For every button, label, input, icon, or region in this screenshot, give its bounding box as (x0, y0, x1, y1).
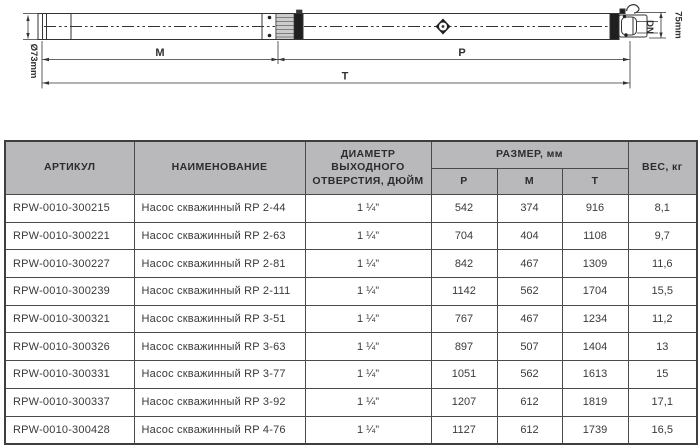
cell-p: 1051 (431, 361, 497, 389)
cell-outlet-diameter: 1 ¼” (305, 195, 431, 223)
cell-article: RPW-0010-300428 (5, 416, 134, 444)
cell-name: Насос скважинный RP 3-63 (134, 333, 305, 361)
cell-t: 1819 (562, 388, 628, 416)
label-outlet-dn: DN (644, 20, 655, 34)
cell-outlet-diameter: 1 ¼” (305, 388, 431, 416)
table-body (5, 195, 697, 445)
pump-spec-table (4, 140, 698, 445)
cell-name: Насос скважинный RP 3-51 (134, 305, 305, 333)
label-dim-t: T (341, 70, 349, 83)
cell-t: 1234 (562, 305, 628, 333)
cell-t: 1404 (562, 333, 628, 361)
cell-t: 1309 (562, 250, 628, 278)
cable-clip (297, 10, 303, 14)
label-dim-p: P (458, 47, 466, 59)
cell-m: 404 (497, 222, 562, 250)
cell-weight: 16,5 (628, 416, 697, 444)
cell-weight: 13 (628, 333, 697, 361)
cell-p: 704 (431, 222, 497, 250)
cell-article: RPW-0010-300215 (5, 195, 134, 223)
table-header (5, 141, 697, 195)
coupling-bolt-top (268, 16, 272, 20)
cell-weight: 15 (628, 361, 697, 389)
cell-weight: 17,1 (628, 388, 697, 416)
cell-m: 467 (497, 305, 562, 333)
cell-name: Насос скважинный RP 2-63 (134, 222, 305, 250)
cell-p: 897 (431, 333, 497, 361)
cell-article: RPW-0010-300321 (5, 305, 134, 333)
cell-p: 842 (431, 250, 497, 278)
label-head-height: 75mm (672, 11, 684, 39)
head-lug (620, 9, 625, 14)
col-header-outlet-diameter: ДИАМЕТР ВЫХОДНОГО ОТВЕРСТИЯ, ДЮЙМ (305, 141, 431, 195)
cable-hook (627, 5, 639, 13)
cell-article: RPW-0010-300326 (5, 333, 134, 361)
cell-weight: 9,7 (628, 222, 697, 250)
cell-outlet-diameter: 1 ¼” (305, 250, 431, 278)
cell-outlet-diameter: 1 ¼” (305, 305, 431, 333)
cell-m: 612 (497, 388, 562, 416)
col-header-p: P (431, 169, 497, 195)
cell-outlet-diameter: 1 ¼” (305, 416, 431, 444)
cell-outlet-diameter: 1 ¼” (305, 361, 431, 389)
cell-article: RPW-0010-300239 (5, 278, 134, 306)
cell-outlet-diameter: 1 ¼” (305, 333, 431, 361)
col-header-article: АРТИКУЛ (5, 141, 134, 195)
table-row (5, 416, 697, 444)
cell-outlet-diameter: 1 ¼” (305, 278, 431, 306)
cell-weight: 15,5 (628, 278, 697, 306)
pump-head-block (610, 14, 619, 40)
col-header-name: НАИМЕНОВАНИЕ (134, 141, 305, 195)
cell-t: 1108 (562, 222, 628, 250)
cell-m: 562 (497, 361, 562, 389)
cell-p: 1142 (431, 278, 497, 306)
cell-outlet-diameter: 1 ¼” (305, 222, 431, 250)
table-row (5, 222, 697, 250)
coupling-black-band (294, 14, 303, 40)
col-header-size-group: РАЗМЕР, мм (431, 141, 628, 169)
cell-m: 507 (497, 333, 562, 361)
fitting-bolt-bottom (624, 33, 627, 36)
table-row (5, 361, 697, 389)
fitting-bolt-top (623, 15, 626, 18)
cell-name: Насос скважинный RP 3-92 (134, 388, 305, 416)
cell-name: Насос скважинный RP 2-111 (134, 278, 305, 306)
cell-name: Насос скважинный RP 3-77 (134, 361, 305, 389)
cell-article: RPW-0010-300337 (5, 388, 134, 416)
table-row (5, 250, 697, 278)
cell-name: Насос скважинный RP 4-76 (134, 416, 305, 444)
cell-p: 1127 (431, 416, 497, 444)
table-row (5, 333, 697, 361)
cell-t: 1739 (562, 416, 628, 444)
cell-weight: 8,1 (628, 195, 697, 223)
col-header-t: T (562, 169, 628, 195)
cell-m: 562 (497, 278, 562, 306)
pump-technical-drawing (0, 0, 700, 100)
cell-m: 467 (497, 250, 562, 278)
cell-p: 767 (431, 305, 497, 333)
table-row (5, 195, 697, 223)
table-row (5, 305, 697, 333)
cell-article: RPW-0010-300227 (5, 250, 134, 278)
col-header-weight: ВЕС, кг (628, 141, 697, 195)
cell-t: 916 (562, 195, 628, 223)
coupling-bolt-bottom (268, 34, 272, 38)
label-body-diameter: Ø73mm (28, 43, 39, 79)
cell-p: 1207 (431, 388, 497, 416)
cell-name: Насос скважинный RP 2-44 (134, 195, 305, 223)
cell-article: RPW-0010-300331 (5, 361, 134, 389)
cell-t: 1613 (562, 361, 628, 389)
cell-weight: 11,2 (628, 305, 697, 333)
table-row (5, 278, 697, 306)
cell-m: 374 (497, 195, 562, 223)
col-header-m: M (497, 169, 562, 195)
label-dim-m: M (155, 47, 165, 59)
cell-weight: 11,6 (628, 250, 697, 278)
cell-p: 542 (431, 195, 497, 223)
cell-name: Насос скважинный RP 2-81 (134, 250, 305, 278)
cell-m: 612 (497, 416, 562, 444)
cell-article: RPW-0010-300221 (5, 222, 134, 250)
table-row (5, 388, 697, 416)
cell-t: 1704 (562, 278, 628, 306)
